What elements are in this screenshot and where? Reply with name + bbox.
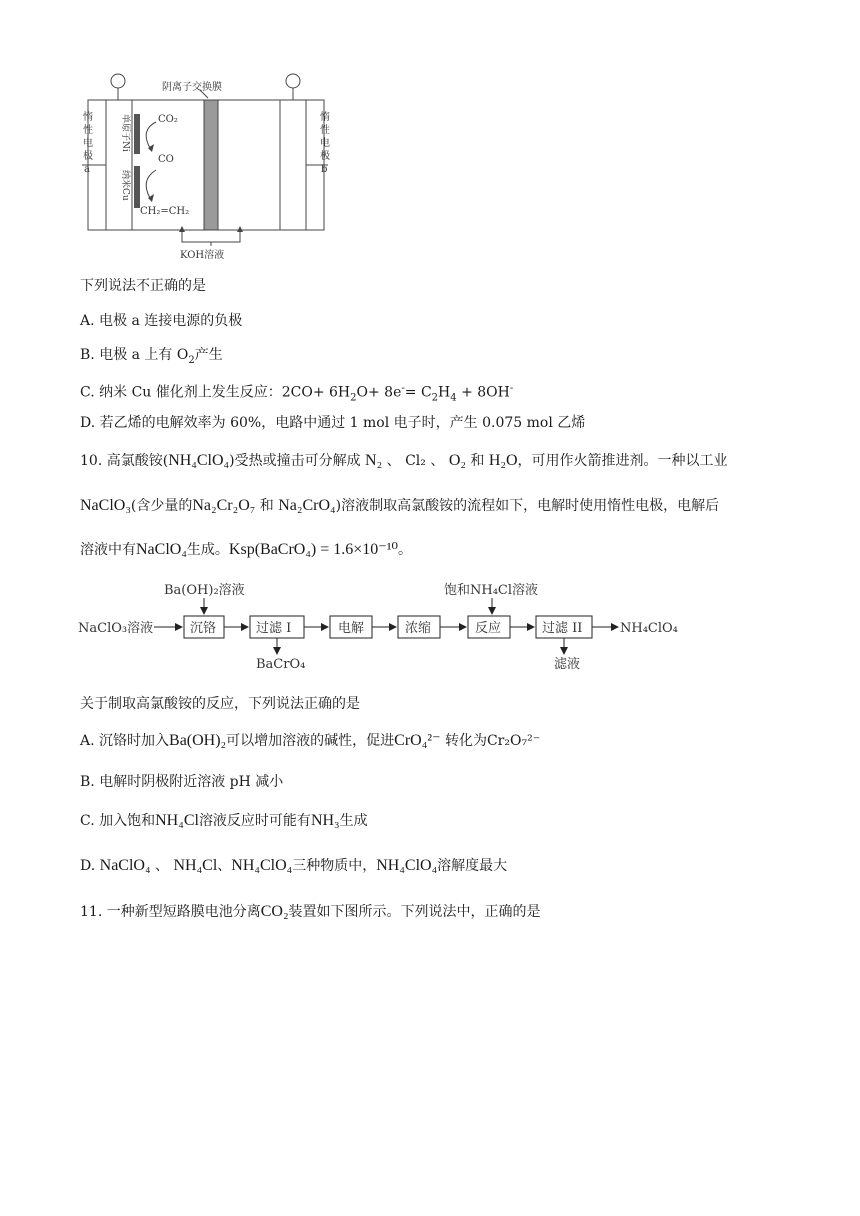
q10-stem-line1: 10. 高氯酸铵(NH₄ClO₄)受热或撞击可分解成 N₂ 、 Cl₂ 、 O₂ 和 H₂O，可用作火箭推进剂。一种以工业 bbox=[80, 452, 728, 469]
svg-text:过滤 I: 过滤 I bbox=[256, 621, 292, 636]
svg-text:过滤 II: 过滤 II bbox=[542, 621, 583, 636]
flow-start: NaClO₃溶液 bbox=[78, 621, 154, 636]
koh-label: KOH溶液 bbox=[180, 250, 225, 261]
q9-prompt: 下列说法不正确的是 bbox=[80, 278, 206, 294]
q11-stem: 11. 一种新型短路膜电池分离CO₂装置如下图所示。下列说法中，正确的是 bbox=[80, 903, 541, 920]
ethylene-label: CH₂=CH₂ bbox=[140, 206, 190, 217]
q9-option-c: C. 纳米 Cu 催化剂上发生反应：$2CO+ 6H_2O+ 8e^-= C_2H_4 + 8OH^-$ bbox=[80, 383, 514, 404]
q10-option-c: C. 加入饱和NH₄Cl溶液反应时可能有NH₃生成 bbox=[80, 812, 368, 829]
q10-stem-line3: 溶液中有NaClO₄生成。Ksp(BaCrO₄) = 1.6×10⁻¹⁰。 bbox=[80, 541, 412, 558]
q9-option-b: B. 电极 a 上有 $O_2$产生 bbox=[80, 347, 223, 366]
svg-text:a: a bbox=[84, 164, 90, 175]
q9-option-d: D. 若乙烯的电解效率为 60%，电路中通过 1 mol 电子时，产生 0.075 mol 乙烯 bbox=[80, 415, 586, 431]
svg-text:反应: 反应 bbox=[475, 621, 502, 636]
svg-text:极: 极 bbox=[320, 151, 330, 162]
co2-label: CO₂ bbox=[158, 114, 178, 125]
cu-catalyst-block bbox=[134, 166, 140, 208]
flow-out-filtrate: 滤液 bbox=[554, 657, 581, 672]
svg-text:惰: 惰 bbox=[320, 112, 330, 123]
co2-to-co-arrow bbox=[146, 122, 156, 148]
membrane-label: 阴离子交换膜 bbox=[162, 82, 222, 93]
electrolysis-cell-diagram bbox=[70, 70, 340, 270]
svg-text:电: 电 bbox=[320, 138, 330, 149]
flow-out-bacro4: BaCrO₄ bbox=[256, 657, 306, 672]
electrode-b-label bbox=[320, 110, 330, 175]
q10-prompt: 关于制取高氯酸铵的反应，下列说法正确的是 bbox=[80, 696, 360, 712]
q9-option-a: A. 电极 a 连接电源的负极 bbox=[80, 313, 243, 329]
electrode-b-plate bbox=[280, 100, 306, 230]
q10-stem-line2: NaClO₃(含少量的Na₂Cr₂O₇ 和 Na₂CrO₄)溶液制取高氯酸铵的流程如下，电解时使用惰性电极，电解后 bbox=[80, 497, 720, 514]
flow-ba-input: Ba(OH)₂溶液 bbox=[164, 583, 245, 598]
q10-option-b: B. 电解时阴极附近溶液 pH 减小 bbox=[80, 774, 284, 790]
co-label: CO bbox=[158, 154, 174, 165]
anion-exchange-membrane bbox=[204, 100, 218, 230]
svg-text:电: 电 bbox=[83, 138, 93, 149]
svg-text:沉铬: 沉铬 bbox=[190, 621, 217, 636]
ni-catalyst-label: 单原子Ni bbox=[120, 114, 130, 152]
svg-text:惰: 惰 bbox=[83, 112, 93, 123]
ni-catalyst-block bbox=[134, 114, 140, 154]
svg-text:性: 性 bbox=[320, 125, 330, 136]
cu-catalyst-label: 纳米Cu bbox=[120, 170, 130, 201]
terminal-b bbox=[286, 74, 300, 88]
co-to-ethylene-arrow bbox=[146, 170, 156, 198]
process-flow-diagram bbox=[78, 580, 688, 680]
flow-nh4cl-input: 饱和NH₄Cl溶液 bbox=[444, 583, 539, 598]
svg-text:电解: 电解 bbox=[338, 621, 365, 636]
flow-product: NH₄ClO₄ bbox=[620, 621, 678, 636]
svg-text:b: b bbox=[321, 164, 328, 175]
svg-text:性: 性 bbox=[83, 125, 93, 136]
terminal-a bbox=[111, 74, 125, 88]
svg-text:极: 极 bbox=[83, 151, 93, 162]
svg-text:浓缩: 浓缩 bbox=[405, 621, 432, 636]
q10-option-a: A. 沉铬时加入Ba(OH)₂可以增加溶液的碱性，促进CrO₄²⁻ 转化为Cr₂O₇²⁻ bbox=[80, 732, 541, 749]
q10-option-d: D. NaClO₄ 、 NH₄Cl、NH₄ClO₄三种物质中，NH₄ClO₄溶解度最大 bbox=[80, 857, 508, 874]
